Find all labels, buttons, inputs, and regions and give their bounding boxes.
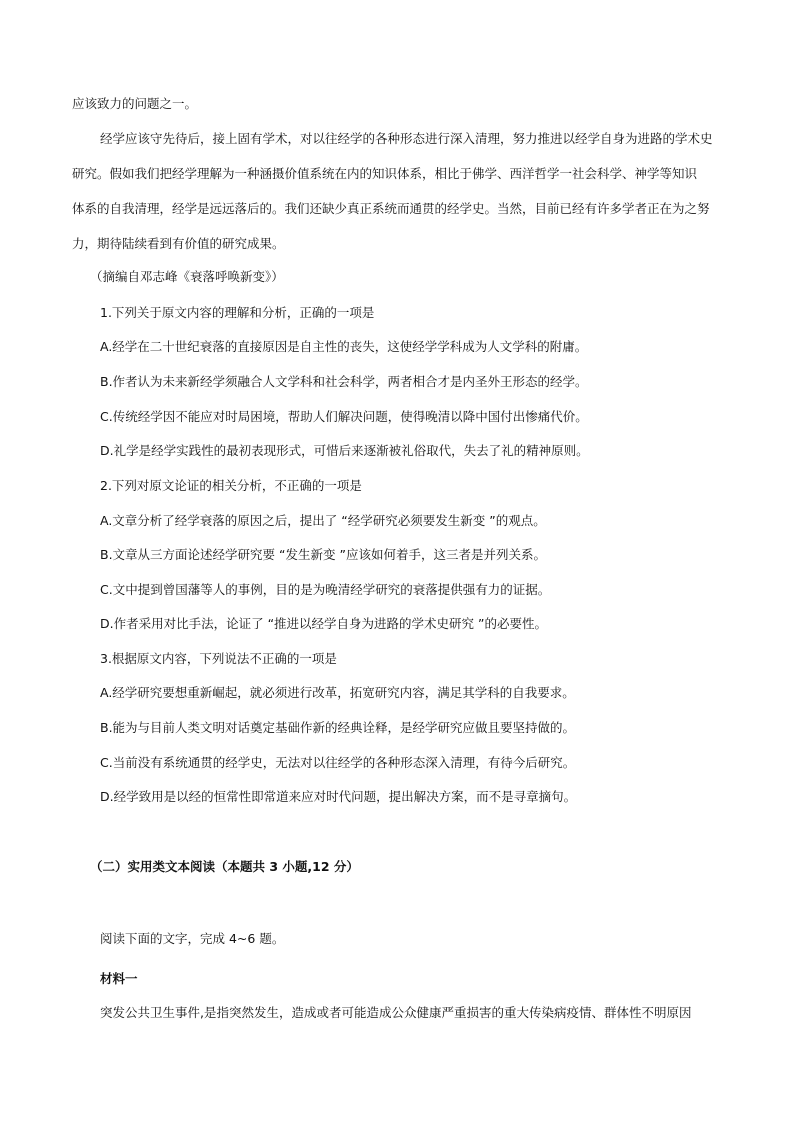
paragraph-line: 经学应该守先待后，接上固有学术，对以往经学的各种形态进行深入清理，努力推进以经学自身为进路的学术史	[100, 131, 713, 146]
answer-option: C.当前没有系统通贯的经学史，无法对以往经学的各种形态深入清理，有待今后研究。	[100, 755, 576, 770]
answer-option: B.能为与目前人类文明对话奠定基础作新的经典诠释，是经学研究应做且要坚持做的。	[100, 720, 576, 735]
reading-instruction: 阅读下面的文字，完成 4~6 题。	[100, 931, 285, 946]
answer-option: B.文章从三方面论述经学研究要 “发生新变 ”应该如何着手，这三者是并列关系。	[100, 547, 546, 562]
question-stem: 3.根据原文内容，下列说法不正确的一项是	[100, 651, 337, 666]
answer-option: D.作者采用对比手法，论证了 “推进以经学自身为进路的学术史研究 ”的必要性。	[100, 616, 547, 631]
paragraph-line: 应该致力的问题之一。	[72, 96, 198, 111]
answer-option: A.经学研究要想重新崛起，就必须进行改革，拓宽研究内容，满足其学科的自我要求。	[100, 685, 575, 700]
question-stem: 1.下列关于原文内容的理解和分析，正确的一项是	[100, 305, 375, 320]
question-stem: 2.下列对原文论证的相关分析，不正确的一项是	[100, 478, 362, 493]
answer-option: C.文中提到曾国藩等人的事例，目的是为晚清经学研究的衰落提供强有力的证据。	[100, 582, 551, 597]
paragraph-line: 力，期待陆续看到有价值的研究成果。	[72, 236, 285, 251]
answer-option: C.传统经学因不能应对时局困境，帮助人们解决问题，使得晚清以降中国付出惨痛代价。	[100, 409, 588, 424]
material-title: 材料一	[100, 971, 138, 986]
answer-option: A.经学在二十世纪衰落的直接原因是自主性的丧失，这使经学学科成为人文学科的附庸。	[100, 339, 588, 354]
answer-option: D.礼学是经学实践性的最初表现形式，可惜后来逐渐被礼俗取代，失去了礼的精神原则。	[100, 443, 589, 458]
paragraph-line: 体系的自我清理，经学是远远落后的。我们还缺少真正系统而通贯的经学史。当然，目前已经有许多学者正在为之努	[72, 201, 710, 216]
material-line: 突发公共卫生事件,是指突然发生，造成或者可能造成公众健康严重损害的重大传染病疫情、群体性不明原因	[100, 1005, 692, 1020]
paragraph-line: 研究。假如我们把经学理解为一种涵摄价值系统在内的知识体系，相比于佛学、西洋哲学一社会科学、神学等知识	[72, 166, 698, 181]
answer-option: B.作者认为未来新经学须融合人文学科和社会科学，两者相合才是内圣外王形态的经学。	[100, 374, 588, 389]
answer-option: A.文章分析了经学衰落的原因之后，提出了 “经学研究必须要发生新变 ”的观点。	[100, 513, 546, 528]
source-citation: （摘编自邓志峰《衰落呼唤新变》）	[90, 269, 284, 284]
section-heading: （二）实用类文本阅读（本题共 3 小题,12 分）	[90, 859, 359, 874]
answer-option: D.经学致用是以经的恒常性即常道来应对时代问题，提出解决方案，而不是寻章摘句。	[100, 789, 577, 804]
